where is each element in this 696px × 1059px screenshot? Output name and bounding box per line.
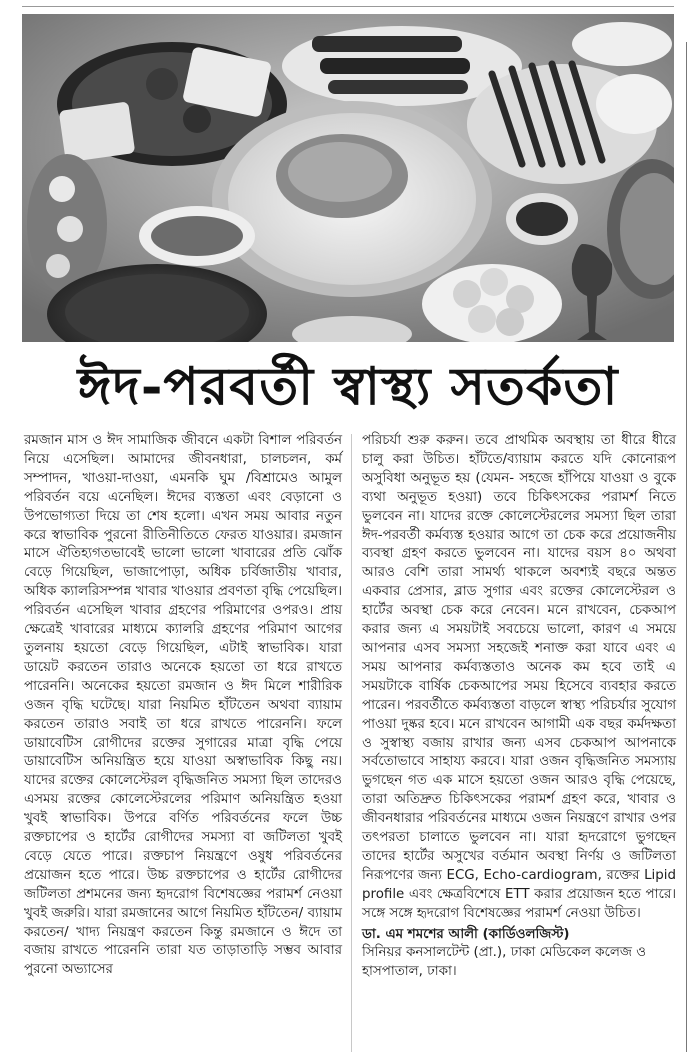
- article-column-right: [362, 432, 676, 982]
- article-column-left: [24, 432, 342, 980]
- author-name: ডা. এম শমশের আলী (কার্ডিওলজিস্ট): [362, 926, 570, 942]
- top-rule: [22, 6, 674, 7]
- byline: [362, 926, 676, 983]
- food-platter-photo: [22, 14, 674, 342]
- article-headline: ঈদ-পরবর্তী স্বাস্থ্য সতর্কতা: [77, 355, 619, 417]
- article-body-right: পরিচর্যা শুরু করুন। তবে প্রাথমিক অবস্থায় তা ধীরে ধীরে চালু করা উচিত। হাঁটতে/ব্যায়াম করতে যদি কোনোরূপ অসুবিধা অনুভূত হয় (যেমন- সহজে হাঁপিয়ে যাওয়া ও বুকে ব্যথা অনুভূত হওয়া) তবে চিকিৎসকের পরামর্শ নিতে ভুলবেন না। যাদের রক্তে কোলেস্টেরলের সমস্যা ছিল তারা ঈদ-পরবর্তী কর্মব্যস্ত হওয়ার আগে তা চেক করে প্রয়োজনীয় ব্যবস্থা গ্রহণ করতে ভুলবেন না। যাদের বয়স ৪০ অথবা আরও বেশি তারা সামর্থ্য থাকলে অবশ্যই বছরে অন্তত একবার প্রেসার, ব্লাড সুগার এবং রক্তের কোলেস্টেরল ও হার্টের অবস্থা চেক করে নেবেন। মনে রাখবেন, চেকআপ করার জন্য এ সময়টাই সবচেয়ে ভালো, কারণ এ সময়ে আপনার এসব সমস্যা সহজেই শনাক্ত করা যাবে এবং এ সময় আপনার কর্মব্যস্ততাও অনেক কম হবে তাই এ সময়টাকে বার্ষিক চেকআপের সময় হিসেবে ব্যবহার করতে পারেন। পরবর্তীতে কর্মব্যস্ততা বাড়লে স্বাস্থ্য পরিচর্যার সুযোগ পাওয়া দুষ্কর হবে। মনে রাখবেন আগামী এক বছর কর্মদক্ষতা ও সুস্বাস্থ্য বজায় রাখার জন্য এসব চেকআপ আপনাকে সর্বতোভাবে সাহায্য করবে। যারা ওজন বৃদ্ধিজনিত সমস্যায় ভুগছেন গত এক মাসে হয়তো ওজন আরও বৃদ্ধি পেয়েছে, তারা অতিদ্রুত চিকিৎসকের পরামর্শ গ্রহণ করে, খাবার ও জীবনধারার পরিবর্তনের মাধ্যমে ওজন নিয়ন্ত্রণে রাখার ওপর তৎপরতা চালাতে ভুলবেন না। যারা হৃদরোগে ভুগছেন তাদের হার্টের অসুখের বর্তমান অবস্থা নির্ণয় ও জটিলতা নিরূপণের জন্য ECG, Echo-cardiogram, রক্তের Lipid profile এবং ক্ষেত্রবিশেষে ETT করার প্রয়োজন হতে পারে। সঙ্গে সঙ্গে হৃদরোগ বিশেষজ্ঞের পরামর্শ নেওয়া উচিত।: [362, 433, 676, 921]
- author-affiliation: সিনিয়র কনসালটেন্ট (প্রা.), ঢাকা মেডিকেল কলেজ ও হাসপাতাল, ঢাকা।: [362, 945, 646, 980]
- column-divider: [351, 434, 352, 1052]
- article-body-left: রমজান মাস ও ঈদ সামাজিক জীবনে একটা বিশাল পরিবর্তন নিয়ে এসেছিল। আমাদের জীবনধারা, চালচলন, কর্ম সম্পাদন, খাওয়া-দাওয়া, এমনকি ঘুম /বিশ্রামেও আমুল পরিবর্তন বয়ে এনেছিল। ঈদের ব্যস্ততা এবং বেড়ানো ও উপভোগ্যতা দিয়ে তা শেষ হলো। এখন সময় আবার নতুন করে স্বাভাবিক পুরনো রীতিনীতিতে ফেরত যাওয়ার। রমজান মাসে ঐতিহ্যগতভাবেই ভালো ভালো খাবারের প্রতি ঝোঁক বেড়ে গিয়েছিল, ভাজাপোড়া, অধিক চর্বিজাতীয় খাবার, অধিক ক্যালরিসম্পন্ন খাবার খাওয়ার প্রবণতা বৃদ্ধি পেয়েছিল। পরিবর্তন এসেছিল খাবার গ্রহণের পরিমাণের ওপরও। প্রায় ক্ষেত্রেই খাবারের মাধ্যমে ক্যালরি গ্রহণের পরিমাণ আগের তুলনায় হয়তো বেড়ে গিয়েছিল, এটাই স্বাভাবিক। যারা ডায়েট করতেন তারাও অনেকে হয়তো তা ধরে রাখতে পারেননি। অনেকের হয়তো রমজান ও ঈদ মিলে শারীরিক ওজন বৃদ্ধি ঘটেছে। যারা নিয়মিত হাঁটতেন অথবা ব্যায়াম করতেন তারাও সবাই তা ধরে রাখতে পারেননি। ফলে ডায়াবেটিস রোগীদের রক্তের সুগারের মাত্রা বৃদ্ধি পেয়ে ডায়াবেটিস অনিয়ন্ত্রিত হয়ে যাওয়া অস্বাভাবিক কিছু নয়। যাদের রক্তের কোলেস্টেরল বৃদ্ধিজনিত সমস্যা ছিল তাদেরও এসময় রক্তের কোলেস্টেরলের পরিমাণ অনিয়ন্ত্রিত হওয়া খুবই স্বাভাবিক। উপরে বর্ণিত পরিবর্তনের ফলে উচ্চ রক্তচাপের ও হার্টের রোগীদের সমস্যা বা জটিলতা খুবই বেড়ে যেতে পারে। রক্তচাপ নিয়ন্ত্রণে ওষুধ পরিবর্তনের প্রয়োজন হতে পারে। উচ্চ রক্তচাপের ও হার্টের রোগীদের জটিলতা প্রশমনের জন্য হৃদরোগ বিশেষজ্ঞের পরামর্শ নেওয়া খুবই জরুরি। যারা রমজানের আগে নিয়মিত হাঁটতেন/ ব্যায়াম করতেন/ খাদ্য নিয়ন্ত্রণ করতেন কিন্তু রমজানে ও ঈদে তা বজায় রাখতে পারেননি তারা যত তাড়াতাড়ি সম্ভব আবার পুরনো অভ্যাসের: [24, 433, 342, 978]
- right-edge-rule: [686, 42, 687, 1052]
